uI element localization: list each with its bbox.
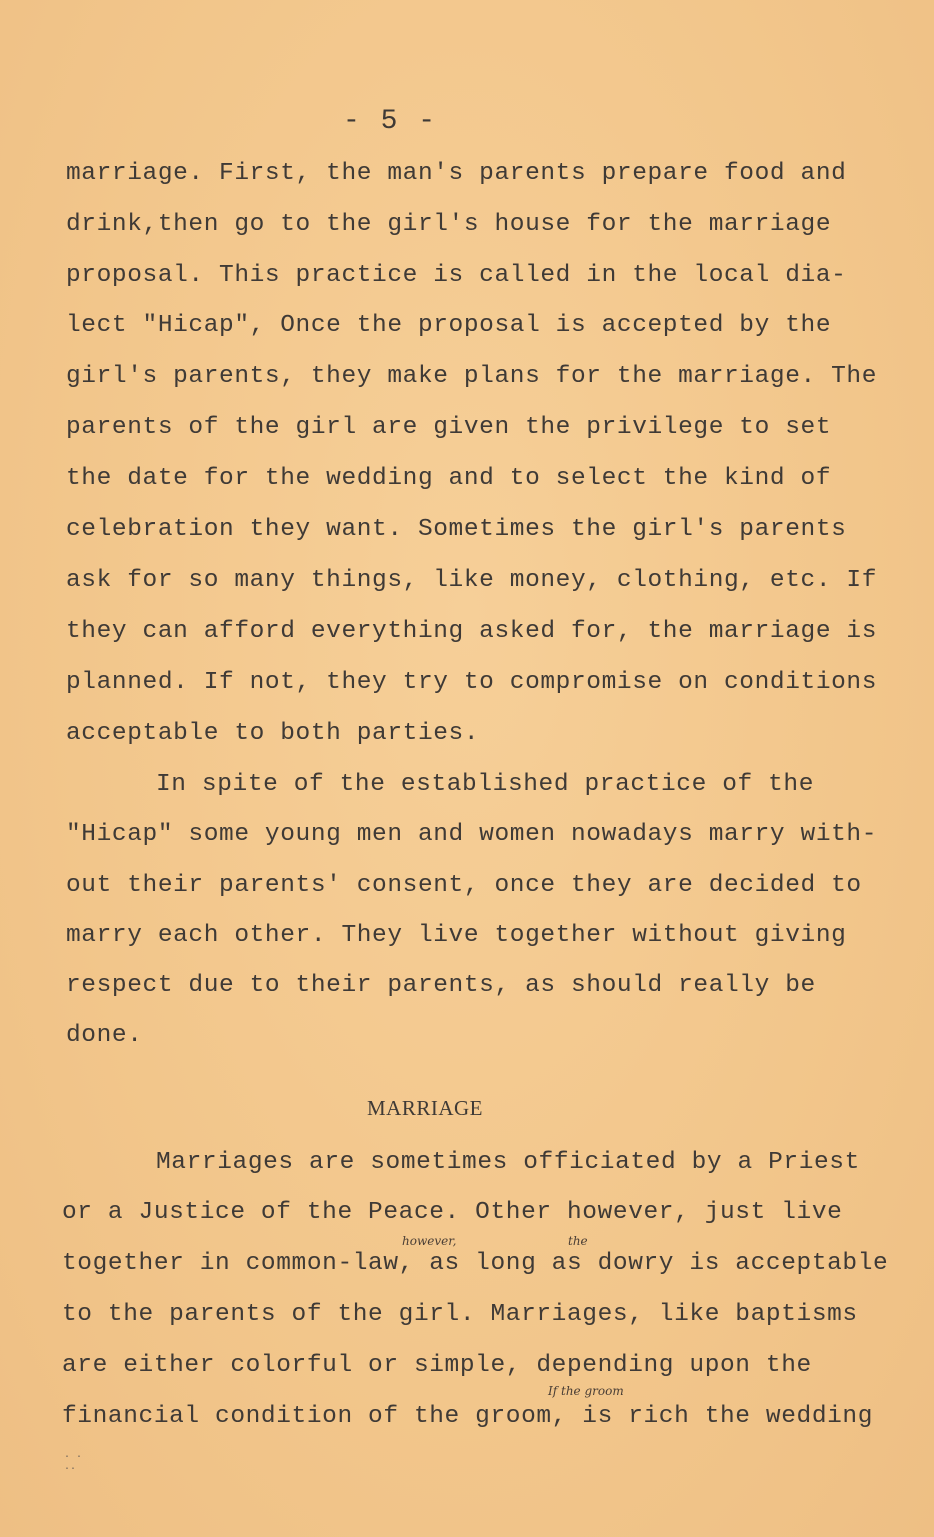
- paragraph-1-line: ask for so many things, like money, clothing, etc. If: [66, 567, 878, 594]
- paragraph-3-line: Marriages are sometimes officiated by a Priest: [156, 1149, 860, 1176]
- paragraph-1-line: planned. If not, they try to compromise on conditions: [66, 669, 878, 696]
- page-number: - 5 -: [342, 106, 437, 137]
- paragraph-1-line: acceptable to both parties.: [66, 720, 480, 747]
- paragraph-3-line: financial condition of the groom, is rich the wedding: [62, 1403, 874, 1430]
- paragraph-1-line: the date for the wedding and to select the kind of: [66, 465, 832, 492]
- stray-mark: · ·: [64, 1452, 83, 1463]
- paragraph-1-line: girl's parents, they make plans for the marriage. The: [66, 363, 878, 390]
- paragraph-2-line: "Hicap" some young men and women nowadays marry with-: [66, 821, 878, 848]
- paragraph-2-line: In spite of the established practice of the: [156, 771, 815, 798]
- paragraph-3-line: to the parents of the girl. Marriages, like baptisms: [62, 1301, 858, 1328]
- paragraph-1-line: lect "Hicap", Once the proposal is accepted by the: [66, 312, 832, 339]
- section-heading: MARRIAGE: [366, 1096, 483, 1120]
- paragraph-2-line: done.: [66, 1022, 143, 1049]
- paragraph-3-line: or a Justice of the Peace. Other however, just live: [62, 1199, 843, 1226]
- handwritten-annotation: however,: [402, 1234, 457, 1248]
- paragraph-1-line: parents of the girl are given the privilege to set: [66, 414, 832, 441]
- paragraph-1-line: proposal. This practice is called in the local dia-: [66, 262, 847, 289]
- paragraph-2-line: respect due to their parents, as should really be: [66, 972, 816, 999]
- paragraph-3-line: together in common-law, as long as dowry is acceptable: [62, 1250, 889, 1277]
- paragraph-2-line: out their parents' consent, once they are decided to: [66, 872, 862, 899]
- handwritten-annotation: the: [568, 1234, 588, 1248]
- paragraph-1-line: drink,then go to the girl's house for the marriage: [66, 211, 832, 238]
- paragraph-2-line: marry each other. They live together without giving: [66, 922, 847, 949]
- paragraph-1-line: they can afford everything asked for, the marriage is: [66, 618, 878, 645]
- paragraph-3-line: are either colorful or simple, depending upon the: [62, 1352, 812, 1379]
- paragraph-1-line: celebration they want. Sometimes the girl's parents: [66, 516, 847, 543]
- handwritten-annotation: If the groom: [548, 1384, 624, 1398]
- stray-mark: ··: [64, 1464, 77, 1475]
- paragraph-1-line: marriage. First, the man's parents prepare food and: [66, 160, 847, 187]
